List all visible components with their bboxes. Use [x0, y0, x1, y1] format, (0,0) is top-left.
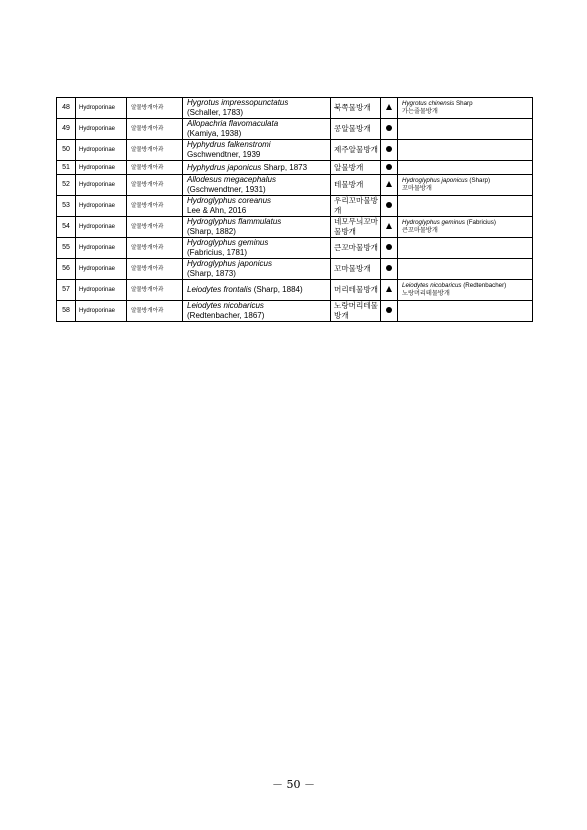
table-row: [57, 161, 533, 175]
scientific-name-cell: [183, 175, 331, 196]
note-author: (Redtenbacher): [461, 282, 507, 289]
species-name: Hyphydrus falkenstromi: [187, 140, 271, 149]
note-line: [402, 177, 530, 185]
circle-icon: [386, 307, 392, 313]
row-number: 55: [57, 238, 76, 259]
note-species: Hydroglyphus japonicus: [402, 177, 468, 184]
species-name: Hygrotus impressopunctatus: [187, 98, 289, 107]
subfamily-cell: Hydroporinae: [76, 140, 127, 161]
triangle-icon: [386, 286, 392, 292]
note-line: [402, 282, 530, 290]
table-row: [57, 119, 533, 140]
species-name: Hyphydrus japonicus: [187, 162, 262, 172]
scientific-name-cell: [183, 119, 331, 140]
family-korean-cell: 알물방개아과: [127, 196, 183, 217]
circle-icon: [386, 244, 392, 250]
status-mark-cell: [381, 175, 398, 196]
table-row: [57, 98, 533, 119]
note-korean-name: 가는줄물방개: [402, 108, 438, 115]
row-number: 49: [57, 119, 76, 140]
status-mark-cell: [381, 196, 398, 217]
note-cell: [398, 140, 533, 161]
triangle-icon: [386, 181, 392, 187]
circle-icon: [386, 265, 392, 271]
subfamily-cell: Hydroporinae: [76, 161, 127, 175]
status-mark-cell: [381, 238, 398, 259]
row-number: 57: [57, 280, 76, 301]
species-author: (Kamiya, 1938): [187, 129, 242, 138]
korean-name-cell: 큰꼬마물방개: [331, 238, 381, 259]
family-korean-cell: 알물방개아과: [127, 161, 183, 175]
species-name: Leiodytes nicobaricus: [187, 301, 264, 310]
note-cell: [398, 217, 533, 238]
note-cell: [398, 238, 533, 259]
korean-name-cell: 꼬마물방개: [331, 259, 381, 280]
scientific-name-cell: [183, 217, 331, 238]
table-row: [57, 238, 533, 259]
species-author: Sharp, 1873: [261, 162, 308, 172]
status-mark-cell: [381, 280, 398, 301]
row-number: 51: [57, 161, 76, 175]
row-number: 56: [57, 259, 76, 280]
note-species: Hygrotus chinensis: [402, 100, 455, 107]
subfamily-cell: Hydroporinae: [76, 259, 127, 280]
family-korean-cell: 알물방개아과: [127, 301, 183, 322]
family-korean-cell: 알물방개아과: [127, 217, 183, 238]
subfamily-cell: Hydroporinae: [76, 238, 127, 259]
family-korean-cell: 알물방개아과: [127, 259, 183, 280]
note-author: Sharp: [454, 100, 473, 107]
korean-name-cell: 우리꼬마물방개: [331, 196, 381, 217]
subfamily-cell: Hydroporinae: [76, 280, 127, 301]
note-korean-name: 큰꼬마물방개: [402, 227, 438, 234]
species-name: Allodesus megacephalus: [187, 175, 276, 184]
scientific-name-cell: [183, 196, 331, 217]
scientific-name-cell: [183, 259, 331, 280]
species-author: (Sharp, 1873): [187, 269, 236, 278]
status-mark-cell: [381, 217, 398, 238]
note-author: (Sharp): [467, 177, 491, 184]
species-author: Gschwendtner, 1939: [187, 150, 261, 159]
species-author: Lee & Ahn, 2016: [187, 206, 247, 215]
korean-name-cell: 알물방개: [331, 161, 381, 175]
scientific-name-cell: [183, 238, 331, 259]
species-name: Leiodytes frontalis: [187, 285, 252, 294]
species-author: (Redtenbacher, 1867): [187, 311, 265, 320]
row-number: 53: [57, 196, 76, 217]
species-author: (Fabricius, 1781): [187, 248, 248, 257]
circle-icon: [386, 202, 392, 208]
korean-name-cell: 북쪽물방개: [331, 98, 381, 119]
note-korean-name: 꼬마물방개: [402, 185, 432, 192]
circle-icon: [386, 146, 392, 152]
scientific-name-cell: [183, 98, 331, 119]
triangle-icon: [386, 104, 392, 110]
note-cell: [398, 280, 533, 301]
korean-name-cell: 노랑머리테물방개: [331, 301, 381, 322]
note-line: [402, 100, 530, 108]
scientific-name-cell: [183, 140, 331, 161]
row-number: 54: [57, 217, 76, 238]
subfamily-cell: Hydroporinae: [76, 175, 127, 196]
table-row: [57, 196, 533, 217]
family-korean-cell: 알물방개아과: [127, 119, 183, 140]
note-cell: [398, 301, 533, 322]
circle-icon: [386, 164, 392, 170]
family-korean-cell: 알물방개아과: [127, 238, 183, 259]
table-row: [57, 280, 533, 301]
korean-name-cell: 머리테물방개: [331, 280, 381, 301]
table-body: [57, 98, 533, 322]
family-korean-cell: 알물방개아과: [127, 175, 183, 196]
note-cell: [398, 161, 533, 175]
family-korean-cell: 알물방개아과: [127, 140, 183, 161]
korean-name-cell: 콩알물방개: [331, 119, 381, 140]
status-mark-cell: [381, 119, 398, 140]
species-name: Hydroglyphus flammulatus: [187, 217, 282, 226]
note-cell: [398, 259, 533, 280]
subfamily-cell: Hydroporinae: [76, 119, 127, 140]
status-mark-cell: [381, 301, 398, 322]
subfamily-cell: Hydroporinae: [76, 217, 127, 238]
table-row: [57, 259, 533, 280]
circle-icon: [386, 125, 392, 131]
subfamily-cell: Hydroporinae: [76, 301, 127, 322]
korean-name-cell: 테물방개: [331, 175, 381, 196]
note-cell: [398, 175, 533, 196]
status-mark-cell: [381, 140, 398, 161]
triangle-icon: [386, 223, 392, 229]
table-row: [57, 301, 533, 322]
table-row: [57, 140, 533, 161]
species-author: (Sharp, 1882): [187, 227, 236, 236]
note-cell: [398, 196, 533, 217]
subfamily-cell: Hydroporinae: [76, 98, 127, 119]
row-number: 50: [57, 140, 76, 161]
note-korean-name: 노랑머리테물방개: [402, 290, 450, 297]
status-mark-cell: [381, 259, 398, 280]
row-number: 58: [57, 301, 76, 322]
row-number: 48: [57, 98, 76, 119]
scientific-name-cell: [183, 301, 331, 322]
scientific-name-cell: [183, 280, 331, 301]
row-number: 52: [57, 175, 76, 196]
species-name: Hydroglyphus coreanus: [187, 196, 272, 205]
table-row: [57, 217, 533, 238]
page-number: － 50 －: [272, 778, 315, 791]
korean-name-cell: 제주알물방개: [331, 140, 381, 161]
korean-name-cell: 네모무늬꼬마물방개: [331, 217, 381, 238]
note-cell: [398, 98, 533, 119]
note-species: Leiodytes nicobaricus: [402, 282, 462, 289]
species-author: (Schaller, 1783): [187, 108, 244, 117]
table-row: [57, 175, 533, 196]
scientific-name-cell: [183, 161, 331, 175]
family-korean-cell: 알물방개아과: [127, 280, 183, 301]
species-name: Hydroglyphus geminus: [187, 238, 269, 247]
note-line: [402, 219, 530, 227]
note-cell: [398, 119, 533, 140]
subfamily-cell: Hydroporinae: [76, 196, 127, 217]
species-author: (Sharp, 1884): [251, 285, 303, 294]
status-mark-cell: [381, 161, 398, 175]
species-name: Allopachria flavomaculata: [187, 119, 279, 128]
species-name: Hydroglyphus japonicus: [187, 259, 272, 268]
species-table: [56, 97, 533, 322]
species-author: (Gschwendtner, 1931): [187, 185, 266, 194]
note-species: Hydroglyphus geminus: [402, 219, 465, 226]
status-mark-cell: [381, 98, 398, 119]
note-author: (Fabricius): [464, 219, 496, 226]
family-korean-cell: 알물방개아과: [127, 98, 183, 119]
